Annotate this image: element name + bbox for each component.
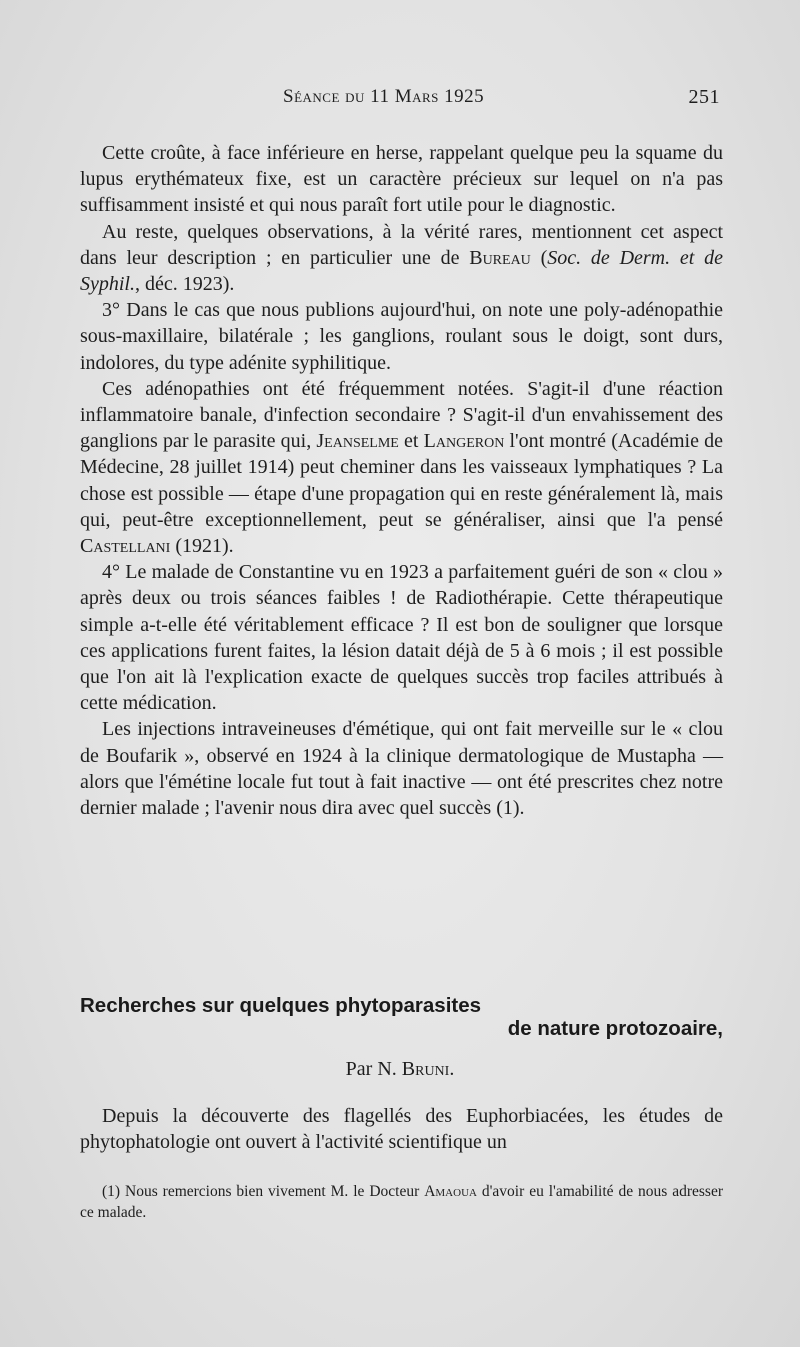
paragraph-3: 3° Dans le cas que nous publions aujourd'hui, on note une poly-adénopathie sous-maxillaire, bilatérale ; les ganglions, roulant sous le doigt, sont durs, indolores, du type adénite syphilitique. [80,299,723,374]
article-author [0,1058,800,1081]
body-text [80,140,723,821]
footnote-text [80,1181,723,1223]
running-head-title: Séance du 11 Mars 1925 [283,86,485,107]
paragraph-4-middle: l'ont montré (Académie de Médecine, 28 juillet 1914) peut cheminer dans les vaisseaux lymphatiques ? La chose est possible — étape d'une propagation qui en reste généralement là, mais qui, peut-être exceptionnellement, peut se généraliser, ainsi que l'a pensé [80,430,723,531]
article-title-line-2: de nature protozoaire, [507,1017,723,1040]
paragraph-5: 4° Le malade de Constantine vu en 1923 a parfaitement guéri de son « clou » après deux ou trois séances faibles ! de Radiothérapie. Cette thérapeutique simple a-t-elle été véritablement efficace ? Il est bon de souligner que lorsque ces applications furent faites, la lésion datait déjà de 5 à 6 mois ; il est possible que l'on ait là l'explication exacte de quelques succès trop faciles attribués à cette médication. [80,561,723,715]
article-title-line-1: Recherches sur quelques phytoparasites [80,994,482,1017]
paragraph-1: Cette croûte, à face inférieure en herse, rappelant quelque peu la squame du lupus erythémateux fixe, est un caractère précieux sur lequel on n'a pas suffisamment insisté et qui nous paraît fort utile pour le diagnostic. [80,142,723,217]
author-name-bureau: Bureau [469,246,531,269]
intro-paragraph: Depuis la découverte des flagellés des Euphorbiacées, les études de phytophatologie ont ouvert à l'activité scientifique un [80,1105,723,1153]
journal-reference: Soc. de Derm. et de Syphil. [80,246,723,296]
author-name-amaoua: Amaoua [424,1183,477,1200]
author-name-langeron: Langeron [423,430,505,453]
article-intro [80,1103,723,1155]
paragraph-4-end: (1921). [170,535,234,558]
paragraph-4-text: Ces adénopathies ont été fréquemment notées. S'agit-il d'une réaction inflammatoire banale, d'infection secondaire ? S'agit-il d'un envahissement des ganglions par le parasite qui, [80,377,723,453]
footnote-start: (1) Nous remercions bien vivement M. le Docteur [102,1183,425,1200]
paragraph-2-text: Au reste, quelques observations, à la vérité rares, mentionnent cet aspect dans leur description ; en particulier une de [80,220,723,269]
paragraph-4-joiner: et [398,430,424,453]
author-name-bruni: Bruni. [401,1058,455,1080]
author-prefix: Par N. [345,1058,397,1080]
author-name-jeanselme: Jeanselme [316,430,399,453]
author-name-castellani: Castellani [80,535,171,558]
footnote [80,1181,723,1223]
footnote-end: d'avoir eu l'amabilité de nous adresser ce malade. [80,1183,723,1221]
paragraph-4 [80,376,723,559]
paragraph-2: Au reste, quelques observations, à la vérité rares, mentionnent cet aspect dans leur description ; en particulier une de Bureau (Soc. de Derm. et de Syphil., déc. 1923). [80,220,723,296]
paragraph-6: Les injections intraveineuses d'émétique, qui ont fait merveille sur le « clou de Boufarik », observé en 1924 à la clinique dermatologique de Mustapha — alors que l'émétine locale fut tout à fait inactive — ont été prescrites chez notre dernier malade ; l'avenir nous dira avec quel succès (1). [80,718,723,820]
page-number: 251 [688,86,720,108]
paragraph-2-end: , déc. 1923). [135,273,235,296]
